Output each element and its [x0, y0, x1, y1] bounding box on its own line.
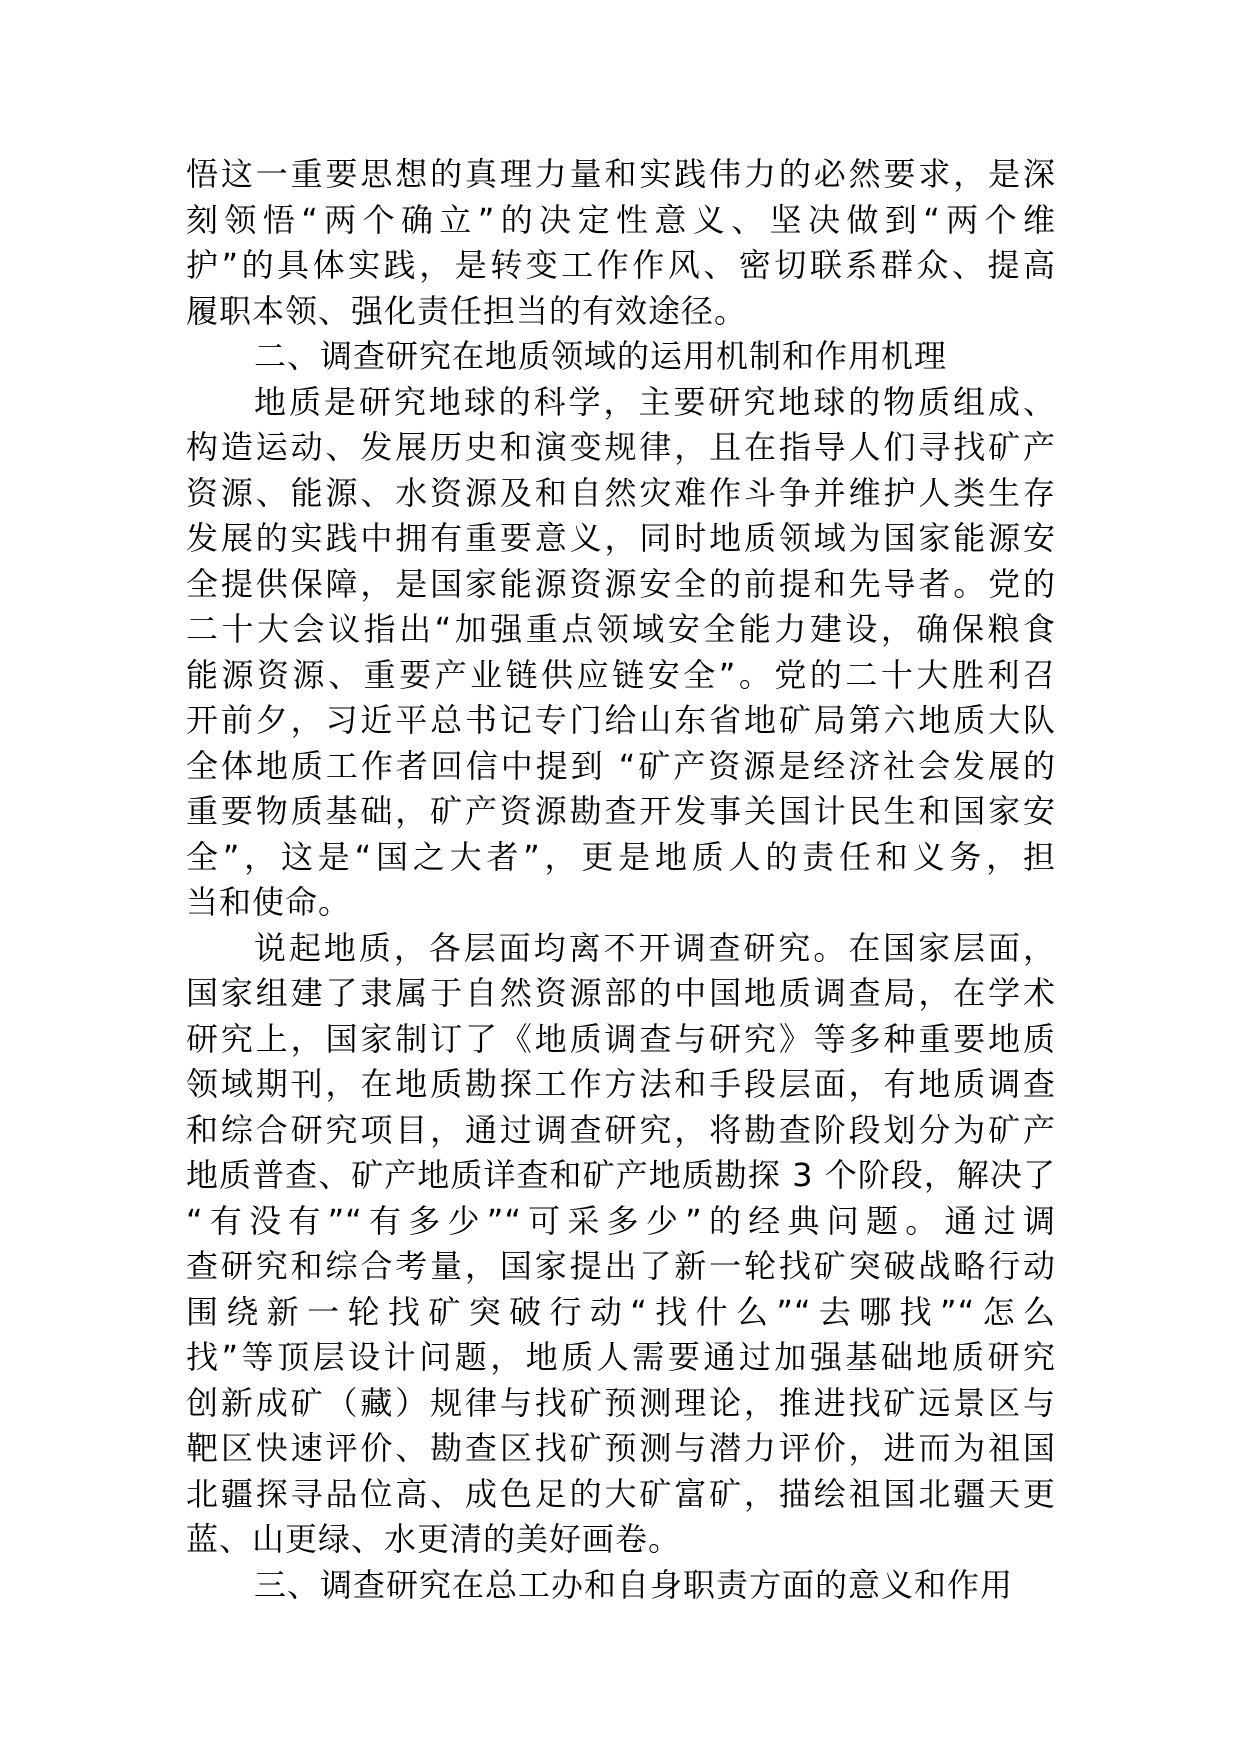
text-line: 全”，这是“国之大者”，更是地质人的责任和义务，担: [186, 837, 1056, 876]
text-line: 找”等顶层设计问题，地质人需要通过加强基础地质研究: [186, 1338, 1056, 1376]
text-line: 蓝、山更绿、水更清的美好画卷。: [186, 1520, 682, 1558]
text-line: 当和使命。: [186, 883, 352, 921]
text-line: 刻领悟“两个确立”的决定性意义、坚决做到“两个维: [186, 200, 1056, 239]
section-heading: [186, 1563, 1056, 1609]
text-line: 和综合研究项目，通过调查研究，将勘查阶段划分为矿产: [186, 1110, 1056, 1149]
paragraph: [186, 926, 1056, 1563]
section-heading: [186, 334, 1056, 380]
text-line: 地质普查、矿产地质详查和矿产地质勘探 3 个阶段，解决了: [186, 1156, 1056, 1194]
paragraph: [186, 152, 1056, 334]
paragraph: [186, 380, 1056, 926]
text-line: 发展的实践中拥有重要意义，同时地质领域为国家能源安: [186, 519, 1056, 557]
text-line: 履职本领、强化责任担当的有效途径。: [186, 291, 748, 330]
document-body: [186, 152, 1056, 1608]
heading-text: 二、调查研究在地质领域的运用机制和作用机理: [254, 337, 948, 375]
text-line: 重要物质基础，矿产资源勘查开发事关国计民生和国家安: [186, 792, 1056, 830]
text-line: 创新成矿（藏）规律与找矿预测理论，推进找矿远景区与: [186, 1383, 1056, 1422]
text-line: 查研究和综合考量，国家提出了新一轮找矿突破战略行动: [186, 1247, 1056, 1285]
text-line: 北疆探寻品位高、成色足的大矿富矿，描绘祖国北疆天更: [186, 1474, 1056, 1513]
text-line: 悟这一重要思想的真理力量和实践伟力的必然要求，是深: [186, 155, 1056, 193]
text-line: 研究上，国家制订了《地质调查与研究》等多种重要地质: [186, 1019, 1056, 1058]
text-line: 护”的具体实践，是转变工作作风、密切联系群众、提高: [186, 246, 1056, 284]
text-line: 围绕新一轮找矿突破行动“找什么”“去哪找”“怎么: [186, 1292, 1056, 1331]
text-line: 地质是研究地球的科学，主要研究地球的物质组成、: [254, 382, 1056, 421]
text-line: 全体地质工作者回信中提到 “矿产资源是经济社会发展的: [186, 746, 1056, 785]
text-line: 靶区快速评价、勘查区找矿预测与潜力评价，进而为祖国: [186, 1429, 1056, 1467]
text-line: 构造运动、发展历史和演变规律，且在指导人们寻找矿产: [186, 428, 1056, 466]
text-line: 资源、能源、水资源及和自然灾难作斗争并维护人类生存: [186, 473, 1056, 512]
text-line: “有没有”“有多少”“可采多少”的经典问题。通过调: [186, 1201, 1056, 1240]
text-line: 全提供保障，是国家能源资源安全的前提和先导者。党的: [186, 564, 1056, 603]
heading-text: 三、调查研究在总工办和自身职责方面的意义和作用: [254, 1565, 1014, 1604]
text-line: 说起地质，各层面均离不开调查研究。在国家层面，: [254, 928, 1056, 967]
text-line: 能源资源、重要产业链供应链安全”。党的二十大胜利召: [186, 655, 1056, 694]
text-line: 国家组建了隶属于自然资源部的中国地质调查局，在学术: [186, 974, 1056, 1012]
text-line: 二十大会议指出“加强重点领域安全能力建设，确保粮食: [186, 610, 1056, 648]
text-line: 领域期刊，在地质勘探工作方法和手段层面，有地质调查: [186, 1065, 1056, 1103]
text-line: 开前夕，习近平总书记专门给山东省地矿局第六地质大队: [186, 701, 1056, 739]
